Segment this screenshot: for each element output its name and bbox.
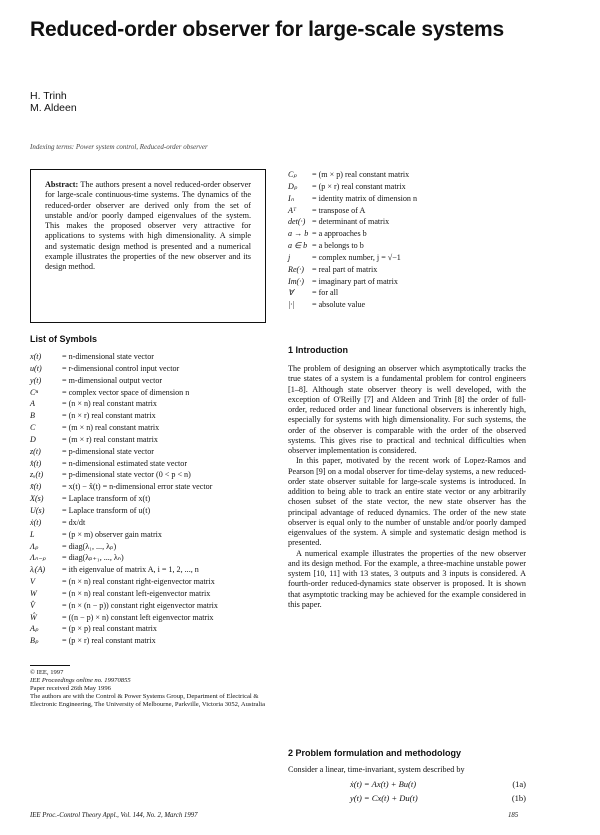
symbol-description: = real part of matrix	[312, 264, 378, 274]
paragraph: In this paper, motivated by the recent work of Lopez-Ramos and Pearson [9] on a modal observer for time-delay systems, a new reduced-order state observer suitable for large-scale systems is introduced. In addition to being able to track an entire state vector or any arbitrarily chosen subset of the state vector, the new state observer has the principal advantage of reduced dynamics. The order of the new state observer is equal only to the number of unstable and/or poorly damped eigenvalues of the system. A simple and systematic design method is presented.	[288, 456, 526, 548]
symbol-row	[30, 505, 275, 517]
equation-text: y(t) = Cx(t) + Du(t)	[350, 793, 418, 803]
symbol-description: = (n × r) real constant matrix	[62, 411, 156, 421]
symbol-description: = (p × p) real constant matrix	[62, 624, 157, 634]
symbol: Λₚ	[30, 541, 39, 551]
abstract-text: The authors present a novel reduced-order observer for large-scale continuous-time systems. The dynamics of the reduced-order observer are derived only from the set of unstable and/or poorly damped eigenvalues of the system. This makes the proposed observer very attractive for applications to systems with high dimensionality. A simple and systematic design method is presented and a numerical example illustrates the properties of the new observer and its design method.	[45, 180, 251, 272]
symbol-row	[30, 469, 275, 481]
footnote-copyright: © IEE, 1997	[30, 669, 64, 676]
equation-number: (1b)	[511, 793, 526, 803]
footnote-received: Paper received 26th May 1996	[30, 684, 111, 692]
section-1-heading: 1 Introduction	[288, 345, 348, 355]
symbol-description: = complex number, j = √−1	[312, 252, 401, 262]
symbol-description: = (n × n) real constant right-eigenvector matrix	[62, 577, 215, 587]
symbol-description: = complex vector space of dimension n	[62, 387, 190, 397]
symbol: Re(·)	[288, 264, 304, 274]
symbol-description: = Laplace transform of u(t)	[62, 505, 151, 515]
symbol-row	[30, 387, 275, 399]
footnote-affiliation: The authors are with the Control & Power Systems Group, Department of Electrical & Electronic Engineering, The University of Melbourne, Parkville, Victoria 3052, Australia	[30, 692, 266, 708]
paragraph: A numerical example illustrates the properties of the new observer and its design method. For the example, a three-machine unstable power system [10, 11] with 13 states, 3 outputs and 3 inputs is considered. A fourth-order reduced-dynamics state observer is proposed. It is shown that asymptotic tracking may be achieved for the example considered in this paper.	[288, 548, 526, 609]
symbol: L	[30, 529, 35, 539]
symbol: C	[30, 423, 36, 433]
paragraph: Consider a linear, time-invariant, system described by	[288, 765, 465, 774]
symbol-description: = imaginary part of matrix	[312, 276, 398, 286]
symbol-row	[30, 623, 275, 635]
symbol: U(s)	[30, 505, 45, 515]
symbol-description: = dx/dt	[62, 517, 86, 527]
symbol-description: = for all	[312, 288, 339, 298]
symbol-row	[30, 446, 275, 458]
symbol: a ∈ b	[288, 241, 308, 251]
symbol-row	[30, 398, 275, 410]
symbol: Aᵀ	[288, 205, 297, 215]
symbol-row	[30, 493, 275, 505]
symbol-description: = transpose of A	[312, 205, 366, 215]
symbol: Ŵ	[30, 612, 37, 622]
symbol: j	[288, 252, 291, 262]
equation-1a	[350, 779, 526, 789]
symbol-row	[30, 541, 275, 553]
symbol-description: = diag(λₚ₊₁, ..., λₙ)	[62, 553, 124, 563]
symbol-description: = (m × r) real constant matrix	[62, 434, 158, 444]
symbol-row	[288, 193, 528, 205]
symbol-description: = ith eigenvalue of matrix A, i = 1, 2, ..., n	[62, 565, 199, 575]
footnote-proceedings: IEE Proceedings online no. 19970855	[30, 676, 131, 684]
symbol: Iₙ	[288, 193, 294, 203]
symbol-description: = (n × n) real constant left-eigenvector matrix	[62, 588, 211, 598]
symbol-row	[30, 363, 275, 375]
symbol: z(t)	[30, 446, 41, 456]
symbol: V	[30, 577, 35, 587]
symbol-row	[30, 529, 275, 541]
symbol-row	[30, 351, 275, 363]
symbol-description: = p-dimensional state vector	[62, 446, 154, 456]
symbol-row	[288, 181, 528, 193]
symbol-description: = a belongs to b	[312, 241, 364, 251]
symbol-row	[288, 205, 528, 217]
symbol-row	[288, 287, 528, 299]
symbol: det(·)	[288, 217, 306, 227]
symbol-description: = a approaches b	[312, 229, 367, 239]
symbol-description: = absolute value	[312, 300, 366, 310]
symbols-heading: List of Symbols	[30, 334, 98, 344]
problem-body	[288, 765, 526, 775]
symbol-row	[30, 422, 275, 434]
symbol-row	[288, 240, 528, 252]
symbol-row	[288, 299, 528, 311]
symbol-row	[30, 481, 275, 493]
symbols-list-left	[30, 351, 275, 647]
symbol-description: = (p × r) real constant matrix	[62, 636, 156, 646]
footnote-rule	[30, 665, 70, 666]
symbol: |·|	[288, 300, 295, 310]
footnote	[30, 669, 270, 709]
symbol-description: = determinant of matrix	[312, 217, 390, 227]
journal-citation: IEE Proc.-Control Theory Appl., Vol. 144, No. 2, March 1997	[30, 812, 198, 819]
symbol: Cₚ	[288, 170, 297, 179]
author-name: M. Aldeen	[30, 102, 77, 114]
symbol-row	[30, 588, 275, 600]
symbol-description: = diag(λ₁, ..., λₚ)	[62, 541, 117, 551]
symbol: λᵢ(A)	[30, 565, 46, 575]
symbol-row	[30, 375, 275, 387]
symbol: ẋ(t)	[30, 517, 42, 527]
author-name: H. Trinh	[30, 90, 67, 102]
symbol-row	[288, 216, 528, 228]
symbol-description: = n-dimensional state vector	[62, 352, 154, 361]
symbol-description: = Laplace transform of x(t)	[62, 494, 151, 504]
symbol-row	[288, 169, 528, 181]
symbol: a → b	[288, 229, 309, 239]
symbol-row	[30, 517, 275, 529]
symbol: y(t)	[30, 375, 42, 385]
page-number: 185	[508, 812, 519, 819]
symbol: Bₚ	[30, 636, 39, 646]
section-2-heading: 2 Problem formulation and methodology	[288, 748, 462, 758]
symbol-row	[288, 252, 528, 264]
symbol: Cⁿ	[30, 387, 38, 397]
symbol: Λₙ₋ₚ	[30, 553, 46, 563]
symbol: X(s)	[30, 494, 44, 504]
symbol: zᵤ(t)	[30, 470, 44, 480]
symbol: W	[30, 588, 37, 598]
symbol-description: = p-dimensional state vector (0 < p < n)	[62, 470, 191, 480]
abstract-box	[30, 169, 266, 323]
symbol-description: = (m × p) real constant matrix	[312, 170, 410, 179]
symbols-list-right	[288, 169, 528, 311]
symbol-row	[30, 635, 275, 647]
symbol: Im(·)	[288, 276, 304, 286]
equation-text: ẋ(t) = Ax(t) + Bu(t)	[350, 779, 417, 789]
symbol-description: = r-dimensional control input vector	[62, 363, 180, 373]
symbol: x̂(t)	[30, 458, 42, 468]
symbol-description: = (p × r) real constant matrix	[312, 181, 406, 191]
symbol-row	[30, 564, 275, 576]
symbol-description: = n-dimensional estimated state vector	[62, 458, 188, 468]
symbol: D	[30, 434, 36, 444]
symbol: x(t)	[30, 352, 42, 361]
symbol-row	[30, 576, 275, 588]
author-list	[30, 90, 77, 114]
equation-number: (1a)	[512, 779, 526, 789]
symbol-description: = (n × n) real constant matrix	[62, 399, 157, 409]
symbol: B	[30, 411, 35, 421]
symbol: Dₚ	[288, 181, 298, 191]
symbol-description: = (p × m) observer gain matrix	[62, 529, 162, 539]
symbol-row	[288, 264, 528, 276]
symbol-description: = ((n − p) × n) constant left eigenvector matrix	[62, 612, 214, 622]
indexing-terms: Indexing terms: Power system control, Reduced-order observer	[30, 143, 208, 151]
symbol-row	[30, 458, 275, 470]
symbol-description: = identity matrix of dimension n	[312, 193, 418, 203]
symbol-row	[288, 228, 528, 240]
symbol: A	[30, 399, 35, 409]
symbol-row	[30, 410, 275, 422]
symbol: ∀	[288, 288, 294, 298]
symbol-row	[30, 552, 275, 564]
introduction-body	[288, 364, 526, 610]
symbol: x̃(t)	[30, 482, 42, 492]
symbol-description: = (m × n) real constant matrix	[62, 423, 160, 433]
symbol-row	[30, 434, 275, 446]
symbol-row	[288, 276, 528, 288]
paragraph: The problem of designing an observer which asymptotically tracks the true states of a system is a fundamental problem for control engineers [1–8]. Although state observer theory is well developed, with the exception of O'Reilly [7] and Aldeen and Trinh [8] the order of full-order, reduced order and linear functional observers is inherently high, especially for systems with high dimensionality. For such systems, the order of the observer is comparable with the order of the observed systems. This gives rise to practical and technical difficulties when observer implementation is considered.	[288, 364, 526, 455]
symbol: Aₚ	[30, 624, 39, 634]
symbol-description: = (n × (n − p)) constant right eigenvector matrix	[62, 600, 218, 610]
symbol: V̂	[30, 600, 35, 610]
symbol: u(t)	[30, 363, 42, 373]
equation-1b	[350, 793, 526, 803]
symbol-row	[30, 612, 275, 624]
symbol-description: = x(t) − x̂(t) = n-dimensional error state vector	[62, 482, 213, 492]
symbol-description: = m-dimensional output vector	[62, 375, 163, 385]
abstract-label: Abstract:	[45, 180, 79, 189]
symbol-row	[30, 600, 275, 612]
paper-title: Reduced-order observer for large-scale systems	[30, 18, 505, 41]
